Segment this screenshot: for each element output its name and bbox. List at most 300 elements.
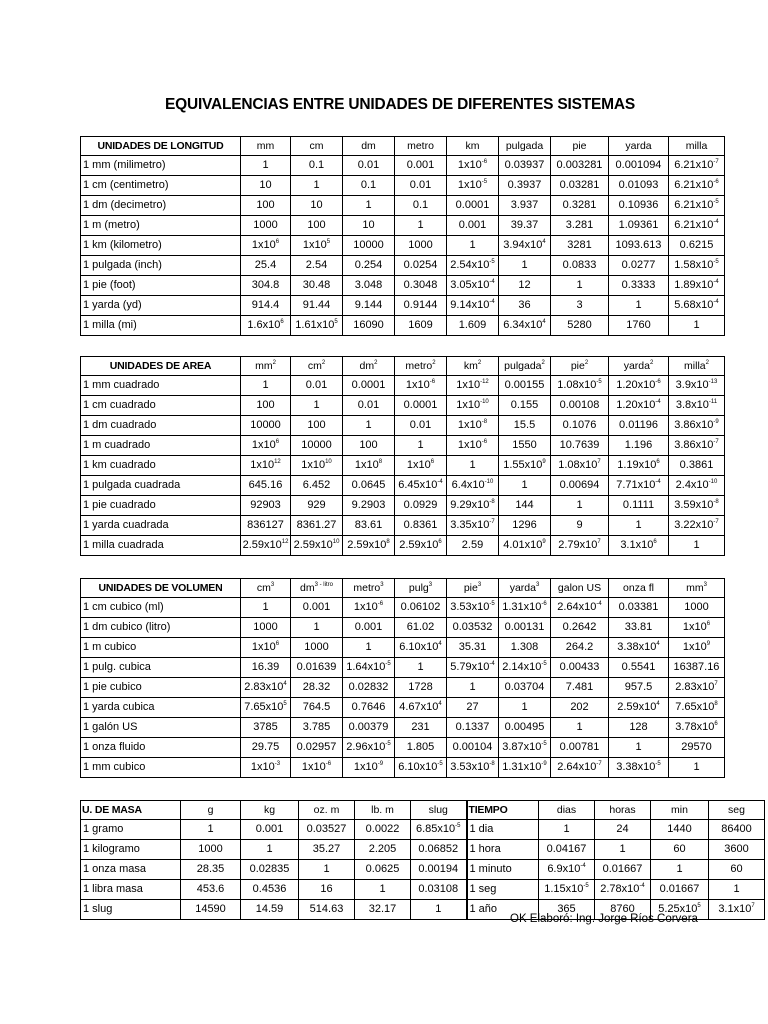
table-cell: 86400 — [709, 820, 765, 840]
column-header: g — [181, 801, 241, 820]
table-cell: 1 — [395, 658, 447, 678]
table-cell: 100 — [343, 436, 395, 456]
table-row — [81, 618, 725, 638]
table-cell: 0.3937 — [499, 176, 551, 196]
table-header-row — [81, 579, 725, 598]
table-header-row — [81, 137, 725, 156]
column-header: dias — [539, 801, 595, 820]
table-cell: 0.0001 — [447, 196, 499, 216]
table-cell: 1550 — [499, 436, 551, 456]
table-cell: 1728 — [395, 678, 447, 698]
table-row — [81, 496, 725, 516]
table-cell: 1 — [551, 718, 609, 738]
table-cell: 32.17 — [355, 900, 411, 920]
table-cell: 1 — [609, 296, 669, 316]
table-cell: 1.308 — [499, 638, 551, 658]
row-label: 1 yarda (yd) — [81, 296, 241, 316]
table-cell: 0.06102 — [395, 598, 447, 618]
table-cell: $1.89x10^{-4}$ — [669, 276, 725, 296]
author-credit: OK Elaboró: Ing. Jorge Ríos Corvera — [510, 913, 698, 925]
table-cell: 0.001 — [447, 216, 499, 236]
table-cell: $1x10^{-5}$ — [447, 176, 499, 196]
table-cell: 0.0833 — [551, 256, 609, 276]
table-cell: 1000 — [241, 216, 291, 236]
table-cell: 91.44 — [291, 296, 343, 316]
table-cell: 0.8361 — [395, 516, 447, 536]
row-label: 1 dia — [467, 820, 539, 840]
table-cell: $1x10^{-8}$ — [447, 416, 499, 436]
table-cell: 10 — [343, 216, 395, 236]
table-cell: 1 — [499, 698, 551, 718]
table-cell: 1 — [181, 820, 241, 840]
column-header: milla$^2$ — [669, 357, 725, 376]
table-cell: $6.10x10^4$ — [395, 638, 447, 658]
table-cell: $7.71x10^{-4}$ — [609, 476, 669, 496]
table-cell: 2.54 — [291, 256, 343, 276]
table-cell: 0.03108 — [411, 880, 467, 900]
table-cell: 0.1076 — [551, 416, 609, 436]
table-cell: 0.1337 — [447, 718, 499, 738]
table-cell: 10 — [241, 176, 291, 196]
table-cell: 14.59 — [241, 900, 299, 920]
table-cell: 0.01639 — [291, 658, 343, 678]
table-cell: 16.39 — [241, 658, 291, 678]
table-cell: $9.14x10^{-4}$ — [447, 296, 499, 316]
table-cell: 1 — [609, 516, 669, 536]
table-cell: 0.03704 — [499, 678, 551, 698]
row-label: 1 km (kilometro) — [81, 236, 241, 256]
area-table — [80, 356, 725, 556]
table-cell: 0.03532 — [447, 618, 499, 638]
table-row — [81, 156, 725, 176]
table-cell: 1 — [343, 416, 395, 436]
table-cell: 0.03281 — [551, 176, 609, 196]
table-cell: 0.001 — [343, 618, 395, 638]
column-header: $mm^3$ — [669, 579, 725, 598]
column-header: metro$^2$ — [395, 357, 447, 376]
table-cell: 9 — [551, 516, 609, 536]
table-cell: 0.00155 — [499, 376, 551, 396]
table-cell: $1.15x10^{-5}$ — [539, 880, 595, 900]
table-cell: 1.609 — [447, 316, 499, 336]
table-cell: 1 — [551, 276, 609, 296]
table-cell: 1093.613 — [609, 236, 669, 256]
row-label: 1 yarda cubica — [81, 698, 241, 718]
table-cell: 0.001 — [395, 156, 447, 176]
table-cell: 1 — [499, 256, 551, 276]
table-cell: 100 — [241, 396, 291, 416]
row-label: 1 milla (mi) — [81, 316, 241, 336]
column-header: mm — [241, 137, 291, 156]
table-cell: 231 — [395, 718, 447, 738]
table-cell: 6.452 — [291, 476, 343, 496]
table-cell: 1000 — [669, 598, 725, 618]
row-label: 1 cm cubico (ml) — [81, 598, 241, 618]
table-row — [81, 236, 725, 256]
table-cell: $2.64x10^{-7}$ — [551, 758, 609, 778]
table-cell: 0.3281 — [551, 196, 609, 216]
table-cell: 1 — [355, 880, 411, 900]
table-cell: $3.9x10^{-13}$ — [669, 376, 725, 396]
table-cell: 1 — [609, 738, 669, 758]
column-header: min — [651, 801, 709, 820]
table-cell: 0.01 — [343, 396, 395, 416]
table-cell: 128 — [609, 718, 669, 738]
table-cell: $1.31x10^{-6}$ — [499, 598, 551, 618]
table-cell: $6.45x10^{-4}$ — [395, 476, 447, 496]
table-cell: 35.27 — [299, 840, 355, 860]
table-cell: 0.3048 — [395, 276, 447, 296]
table-cell: $1.31x10^{-9}$ — [499, 758, 551, 778]
table-cell: 365 — [539, 900, 595, 920]
table-cell: 1 — [669, 536, 725, 556]
table-cell: 0.01 — [395, 176, 447, 196]
row-label: 1 kilogramo — [81, 840, 181, 860]
table-cell: 0.00781 — [551, 738, 609, 758]
table-row — [81, 316, 725, 336]
table-cell: $2.59x10^8$ — [343, 536, 395, 556]
table-header-row — [81, 801, 765, 820]
table-cell: 0.4536 — [241, 880, 299, 900]
table-cell: 5280 — [551, 316, 609, 336]
table-cell: 10000 — [291, 436, 343, 456]
table-cell: $1x10^6$ — [241, 638, 291, 658]
table-heading: UNIDADES DE LONGITUD — [81, 137, 241, 156]
table-cell: $6.21x10^{-5}$ — [669, 196, 725, 216]
table-cell: 836127 — [241, 516, 291, 536]
table-cell: 1 — [651, 860, 709, 880]
table-cell: $3.1x10^6$ — [609, 536, 669, 556]
table-cell: 202 — [551, 698, 609, 718]
table-cell: $1.64x10^{-5}$ — [343, 658, 395, 678]
table-cell: 28.35 — [181, 860, 241, 880]
row-label: 1 yarda cuadrada — [81, 516, 241, 536]
table-cell: $1x10^6$ — [241, 436, 291, 456]
table-cell: 0.00694 — [551, 476, 609, 496]
table-cell: 0.155 — [499, 396, 551, 416]
column-header: yarda$^3$ — [499, 579, 551, 598]
table-cell: $1x10^5$ — [291, 236, 343, 256]
length-table — [80, 136, 725, 336]
table-cell: 2.59 — [447, 536, 499, 556]
table-cell: 1440 — [651, 820, 709, 840]
table-row — [81, 296, 725, 316]
table-row — [81, 536, 725, 556]
table-row — [81, 376, 725, 396]
column-header: $km^2$ — [447, 357, 499, 376]
table-cell: 1296 — [499, 516, 551, 536]
table-heading: UNIDADES DE AREA — [81, 357, 241, 376]
table-cell: $1x10^{-6}$ — [291, 758, 343, 778]
row-label: 1 pie cuadrado — [81, 496, 241, 516]
table-cell: 25.4 — [241, 256, 291, 276]
table-cell: 0.01093 — [609, 176, 669, 196]
table-cell: $2.83x10^7$ — [669, 678, 725, 698]
table-cell: $6.10x10^{-5}$ — [395, 758, 447, 778]
table-cell: $1.6x10^6$ — [241, 316, 291, 336]
table-cell: 3.785 — [291, 718, 343, 738]
table-cell: 0.01196 — [609, 416, 669, 436]
table-cell: $3.38x10^{-5}$ — [609, 758, 669, 778]
row-label: 1 slug — [81, 900, 181, 920]
table-cell: 304.8 — [241, 276, 291, 296]
time-heading: TIEMPO — [467, 801, 539, 820]
table-cell: $6.21x10^{-4}$ — [669, 216, 725, 236]
table-cell: $1x10^{-6}$ — [343, 598, 395, 618]
table-row — [81, 176, 725, 196]
column-header: $cm^2$ — [291, 357, 343, 376]
table-cell: $4.67x10^4$ — [395, 698, 447, 718]
table-cell: 0.00104 — [447, 738, 499, 758]
row-label: 1 pulgada cuadrada — [81, 476, 241, 496]
table-cell: 0.03937 — [499, 156, 551, 176]
table-row — [81, 738, 725, 758]
table-cell: 1 — [709, 880, 765, 900]
table-row — [81, 820, 765, 840]
table-cell: $3.86x10^{-9}$ — [669, 416, 725, 436]
table-cell: 0.0022 — [355, 820, 411, 840]
table-cell: 1 — [291, 176, 343, 196]
row-label: 1 dm (decimetro) — [81, 196, 241, 216]
volume-table — [80, 578, 725, 778]
table-cell: 1.196 — [609, 436, 669, 456]
table-row — [81, 758, 725, 778]
column-header: $cm^3$ — [241, 579, 291, 598]
table-cell: $3.38x10^4$ — [609, 638, 669, 658]
table-heading: UNIDADES DE VOLUMEN — [81, 579, 241, 598]
table-cell: $1x10^{-6}$ — [447, 436, 499, 456]
table-cell: 1 — [299, 860, 355, 880]
table-cell: 1 — [395, 436, 447, 456]
table-cell: 3.937 — [499, 196, 551, 216]
column-header: galon US — [551, 579, 609, 598]
table-cell: $1x10^9$ — [669, 638, 725, 658]
table-cell: $3.78x10^6$ — [669, 718, 725, 738]
table-cell: 914.4 — [241, 296, 291, 316]
table-cell: 0.03527 — [299, 820, 355, 840]
table-cell: 3.281 — [551, 216, 609, 236]
table-cell: 1 — [447, 236, 499, 256]
table-cell: 453.6 — [181, 880, 241, 900]
table-cell: 0.02957 — [291, 738, 343, 758]
table-cell: 0.003281 — [551, 156, 609, 176]
table-cell: 0.01667 — [651, 880, 709, 900]
table-cell: $2.79x10^7$ — [551, 536, 609, 556]
table-cell: 1 — [241, 156, 291, 176]
table-cell: 645.16 — [241, 476, 291, 496]
table-cell: 1 — [241, 598, 291, 618]
table-cell: 1 — [447, 456, 499, 476]
table-cell: 1 — [669, 758, 725, 778]
row-label: 1 hora — [467, 840, 539, 860]
table-cell: 0.03381 — [609, 598, 669, 618]
column-header: lb. m — [355, 801, 411, 820]
table-cell: 0.01 — [395, 416, 447, 436]
table-cell: $5.68x10^{-4}$ — [669, 296, 725, 316]
table-cell: $1x10^8$ — [343, 456, 395, 476]
table-cell: $1.08x10^7$ — [551, 456, 609, 476]
row-label: 1 onza masa — [81, 860, 181, 880]
table-row — [81, 718, 725, 738]
column-header: yarda$^2$ — [609, 357, 669, 376]
table-row — [81, 880, 765, 900]
table-cell: 144 — [499, 496, 551, 516]
column-header: $dm^{3 - litro}$ — [291, 579, 343, 598]
table-cell: 10 — [291, 196, 343, 216]
table-cell: $1x10^6$ — [669, 618, 725, 638]
table-cell: $9.29x10^{-8}$ — [447, 496, 499, 516]
table-cell: 3785 — [241, 718, 291, 738]
row-label: 1 cm cuadrado — [81, 396, 241, 416]
table-cell: 3.048 — [343, 276, 395, 296]
table-cell: $1x10^{10}$ — [291, 456, 343, 476]
table-cell: 0.6215 — [669, 236, 725, 256]
table-cell: 1.09361 — [609, 216, 669, 236]
table-cell: 0.01 — [291, 376, 343, 396]
table-cell: 0.00433 — [551, 658, 609, 678]
table-cell: $1.61x10^5$ — [291, 316, 343, 336]
table-cell: 1 — [343, 196, 395, 216]
table-cell: $3.35x10^{-7}$ — [447, 516, 499, 536]
table-cell: $1x10^6$ — [395, 456, 447, 476]
column-header: metro$^3$ — [343, 579, 395, 598]
table-row — [81, 840, 765, 860]
table-cell: 92903 — [241, 496, 291, 516]
table-cell: 30.48 — [291, 276, 343, 296]
table-cell: 1760 — [609, 316, 669, 336]
table-cell: 0.0001 — [343, 376, 395, 396]
table-cell: 0.01 — [343, 156, 395, 176]
table-row — [81, 516, 725, 536]
table-cell: $1.08x10^{-5}$ — [551, 376, 609, 396]
table-cell: 0.0929 — [395, 496, 447, 516]
row-label: 1 dm cubico (litro) — [81, 618, 241, 638]
table-cell: 0.0277 — [609, 256, 669, 276]
table-cell: 3600 — [709, 840, 765, 860]
column-header: km — [447, 137, 499, 156]
row-label: 1 seg — [467, 880, 539, 900]
table-cell: 957.5 — [609, 678, 669, 698]
table-cell: 0.1 — [291, 156, 343, 176]
table-cell: 0.04167 — [539, 840, 595, 860]
table-row — [81, 678, 725, 698]
table-cell: $1x10^6$ — [241, 236, 291, 256]
table-cell: 16 — [299, 880, 355, 900]
row-label: 1 m (metro) — [81, 216, 241, 236]
table-cell: $6.21x10^{-7}$ — [669, 156, 725, 176]
table-cell: 29.75 — [241, 738, 291, 758]
row-label: 1 pie (foot) — [81, 276, 241, 296]
table-cell: 1 — [291, 396, 343, 416]
table-cell: $2.59x10^{12}$ — [241, 536, 291, 556]
table-cell: $2.59x10^4$ — [609, 698, 669, 718]
table-cell: 929 — [291, 496, 343, 516]
table-cell: $3.87x10^{-5}$ — [499, 738, 551, 758]
table-cell: 100 — [291, 416, 343, 436]
table-cell: 0.00131 — [499, 618, 551, 638]
row-label: 1 pulg. cubica — [81, 658, 241, 678]
table-cell: $1.55x10^9$ — [499, 456, 551, 476]
table-cell: 27 — [447, 698, 499, 718]
table-cell: $1x10^{-9}$ — [343, 758, 395, 778]
table-row — [81, 476, 725, 496]
table-cell: 24 — [595, 820, 651, 840]
table-cell: 1 — [411, 900, 467, 920]
table-cell: 10.7639 — [551, 436, 609, 456]
table-cell: 60 — [709, 860, 765, 880]
table-cell: 61.02 — [395, 618, 447, 638]
table-cell: 100 — [291, 216, 343, 236]
table-cell: 60 — [651, 840, 709, 860]
column-header: pie$^3$ — [447, 579, 499, 598]
table-cell: 36 — [499, 296, 551, 316]
table-row — [81, 698, 725, 718]
mass-time-table — [80, 800, 765, 920]
column-header: pie — [551, 137, 609, 156]
table-cell: 0.00379 — [343, 718, 395, 738]
column-header: milla — [669, 137, 725, 156]
table-cell: 0.06852 — [411, 840, 467, 860]
table-cell: 0.00495 — [499, 718, 551, 738]
table-cell: 0.00194 — [411, 860, 467, 880]
column-header: yarda — [609, 137, 669, 156]
table-cell: $1x10^{-10}$ — [447, 396, 499, 416]
table-cell: 0.01667 — [595, 860, 651, 880]
table-cell: 15.5 — [499, 416, 551, 436]
row-label: 1 galón US — [81, 718, 241, 738]
table-cell: $5.25x10^5$ — [651, 900, 709, 920]
table-cell: 1000 — [395, 236, 447, 256]
table-cell: 1000 — [291, 638, 343, 658]
table-cell: $2.14x10^{-5}$ — [499, 658, 551, 678]
row-label: 1 km cuadrado — [81, 456, 241, 476]
row-label: 1 onza fluido — [81, 738, 241, 758]
table-cell: 1 — [241, 376, 291, 396]
table-cell: $3.59x10^{-8}$ — [669, 496, 725, 516]
row-label: 1 gramo — [81, 820, 181, 840]
row-label: 1 m cuadrado — [81, 436, 241, 456]
table-cell: 9.2903 — [343, 496, 395, 516]
column-header: $mm^2$ — [241, 357, 291, 376]
table-cell: 39.37 — [499, 216, 551, 236]
table-cell: 1000 — [241, 618, 291, 638]
table-cell: 29570 — [669, 738, 725, 758]
table-cell: $6.4x10^{-10}$ — [447, 476, 499, 496]
row-label: 1 mm cuadrado — [81, 376, 241, 396]
table-row — [81, 256, 725, 276]
table-cell: $3.53x10^{-5}$ — [447, 598, 499, 618]
table-cell: 16387.16 — [669, 658, 725, 678]
table-cell: 83.61 — [343, 516, 395, 536]
column-header: dm — [343, 137, 395, 156]
table-row — [81, 436, 725, 456]
table-cell: $1x10^{-12}$ — [447, 376, 499, 396]
column-header: $dm^2$ — [343, 357, 395, 376]
table-cell: $1x10^{-3}$ — [241, 758, 291, 778]
table-cell: $1x10^{-6}$ — [395, 376, 447, 396]
table-cell: $1.19x10^6$ — [609, 456, 669, 476]
table-row — [81, 638, 725, 658]
table-cell: $3.86x10^{-7}$ — [669, 436, 725, 456]
table-cell: 0.0625 — [355, 860, 411, 880]
table-cell: 1 — [499, 476, 551, 496]
table-cell: 9.144 — [343, 296, 395, 316]
table-cell: 1 — [669, 316, 725, 336]
column-header: cm — [291, 137, 343, 156]
table-cell: 0.0001 — [395, 396, 447, 416]
table-row — [81, 860, 765, 880]
table-cell: $6.34x10^4$ — [499, 316, 551, 336]
